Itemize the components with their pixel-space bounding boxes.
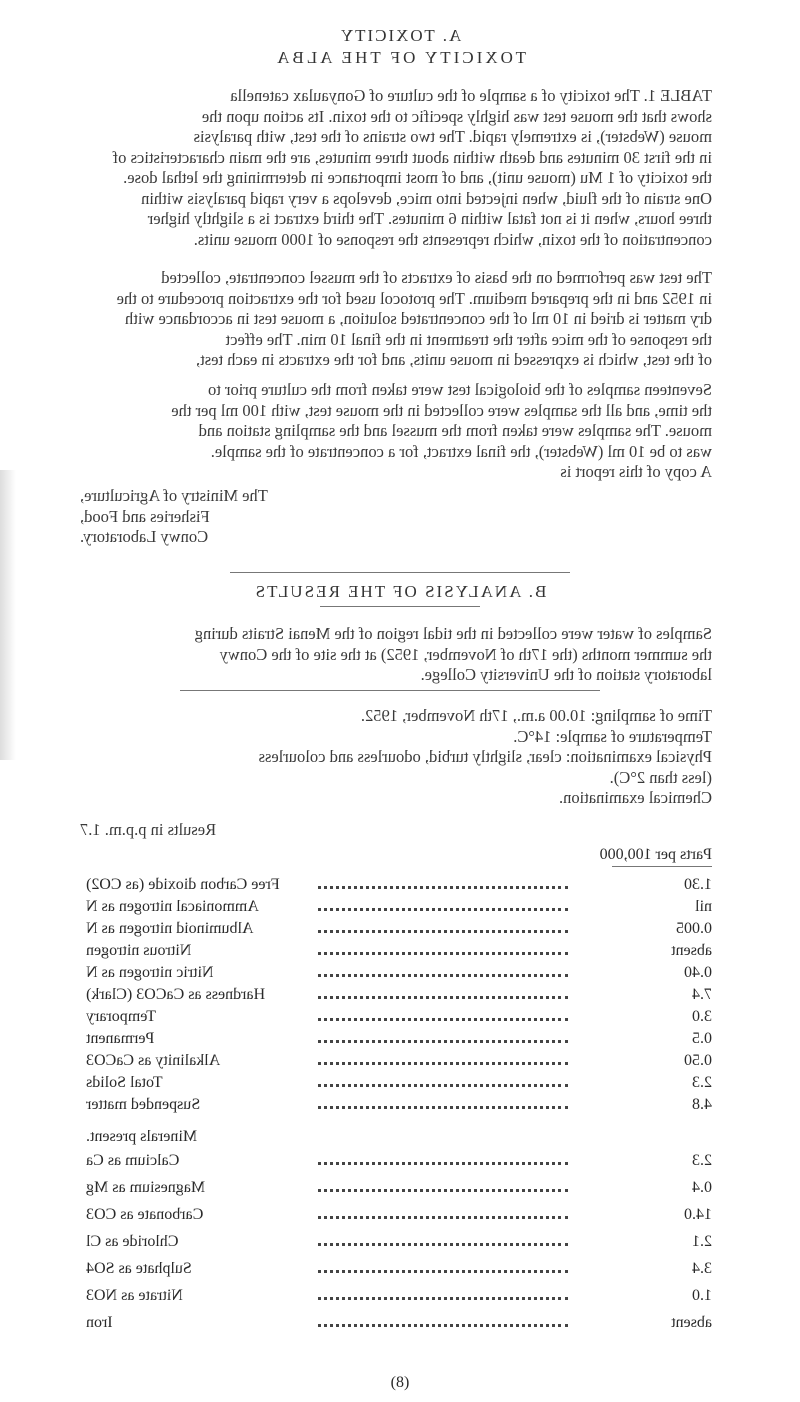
sampling-line: Chemical examination. xyxy=(558,788,712,807)
table-row xyxy=(0,898,800,918)
leader-dots xyxy=(318,1189,568,1192)
row-value: 2.3 xyxy=(692,1152,712,1169)
para4-line: Conwy Laboratory. xyxy=(80,527,209,546)
table1-header: Parts per 100,000 xyxy=(599,846,712,863)
paragraph-3 xyxy=(80,380,712,483)
para1-line: the toxicity of 1 Mu (mouse unit), and of most importance in determining the lethal dose. xyxy=(123,168,712,187)
results-label: Results in p.p.m. 1.7 xyxy=(80,820,217,839)
row-label: Nitrate as NO3 xyxy=(86,1287,183,1304)
row-label: Sulphate as SO4 xyxy=(86,1260,192,1277)
paragraph-4 xyxy=(80,486,520,548)
row-value: 0.50 xyxy=(684,1052,712,1069)
para3-line: mouse. The samples were taken from the mussel and the sampling station and xyxy=(198,421,712,440)
paragraph-2 xyxy=(80,268,712,371)
results-line xyxy=(80,820,320,841)
row-value: 0.005 xyxy=(676,920,712,937)
row-label: Hardness as CaCO3 (Clark) xyxy=(86,986,266,1003)
para1-line: in the first 30 minutes and death within about three minutes, are the main characteristics of xyxy=(112,147,712,167)
row-label: Albuminoid nitrogen as N xyxy=(86,920,254,937)
row-value: 0.4 xyxy=(692,1179,712,1196)
row-value: 2.1 xyxy=(692,1233,712,1250)
para3-line: A copy of this report is xyxy=(560,462,712,481)
table-row xyxy=(0,1314,800,1334)
table-row xyxy=(0,1260,800,1280)
sampling-line: (less than 2°C). xyxy=(609,767,712,787)
leader-dots xyxy=(318,996,568,999)
row-label: Calcium as Ca xyxy=(86,1152,180,1169)
para4-line: The Ministry of Agriculture, xyxy=(80,486,268,505)
para4-line: Fisheries and Food, xyxy=(80,506,210,526)
title-underline xyxy=(320,606,480,607)
heading-line-2: TOXICITY OF THE ALBA xyxy=(274,48,526,67)
row-label: Permanent xyxy=(86,1030,155,1047)
para1-line: One strain of the fluid, when injected into mice, develops a very rapid paralysis within xyxy=(141,188,712,208)
table-row xyxy=(0,1074,800,1094)
row-label: Carbonate as CO3 xyxy=(86,1206,204,1223)
heading-line-1: A. TOXICITY xyxy=(338,26,462,45)
row-label: Total Solids xyxy=(86,1074,163,1091)
row-label: Suspended matter xyxy=(86,1096,201,1113)
table-row xyxy=(0,1206,800,1226)
divider-rule xyxy=(180,690,600,691)
header-underline xyxy=(612,866,712,867)
leader-dots xyxy=(318,908,568,911)
leader-dots xyxy=(318,1162,568,1165)
table-row xyxy=(0,942,800,962)
para1-line: three hours, when it is not fatal within 6 minutes. The third extract is a slightly higher xyxy=(147,209,712,228)
row-value: 7.4 xyxy=(692,986,712,1003)
row-value: 0.40 xyxy=(684,964,712,981)
table-row xyxy=(0,1287,800,1307)
para1-line: TABLE 1. The toxicity of a sample of the culture of Gonyaulax catenella xyxy=(230,86,712,105)
row-label: Magnesium as Mg xyxy=(86,1179,206,1196)
table-row xyxy=(0,876,800,896)
paragraph-1 xyxy=(80,86,712,250)
leader-dots xyxy=(318,1040,568,1043)
divider-rule xyxy=(230,572,570,573)
row-label: Temporary xyxy=(86,1008,156,1025)
row-value: 1.30 xyxy=(684,876,712,893)
table-row xyxy=(0,986,800,1006)
para1-line: concentration of the toxin, which represents the response of 1000 mouse units. xyxy=(193,229,712,249)
sampling-line: Time of sampling: 10.00 a.m., 17th November, 1952. xyxy=(360,706,712,725)
row-label: Iron xyxy=(86,1314,113,1331)
para2-line: the response of the mice after the treatment in the final 10 min. The effect xyxy=(225,329,712,349)
leader-dots xyxy=(318,1018,568,1021)
leader-dots xyxy=(318,952,568,955)
para1-line: mouse (Webster), is extremely rapid. The two strains of the test, with paralysis xyxy=(193,127,712,146)
table-row xyxy=(0,1179,800,1199)
para2-line: dry matter is dried in 10 ml of the concentrated solution, a mouse test in accordance with xyxy=(125,309,712,328)
leader-dots xyxy=(318,930,568,933)
leader-dots xyxy=(318,1106,568,1109)
table-row xyxy=(0,1096,800,1116)
para1-line: shows that the mouse test was highly specific to the toxin. Its action upon the xyxy=(201,106,712,126)
leader-dots xyxy=(318,1084,568,1087)
page-number: (8) xyxy=(390,1374,410,1391)
document-heading xyxy=(0,26,800,68)
leader-dots xyxy=(318,1243,568,1246)
row-value: 0.5 xyxy=(692,1030,712,1047)
table-row xyxy=(0,964,800,984)
leader-dots xyxy=(318,1062,568,1065)
para2-line: of the test, which is expressed in mouse units, and for the extracts in each test, xyxy=(196,350,712,369)
leader-dots xyxy=(318,1216,568,1219)
minerals-subhead: Minerals present. xyxy=(86,1128,198,1145)
table-row xyxy=(0,1152,800,1172)
row-value: absent xyxy=(671,1314,712,1331)
leader-dots xyxy=(318,1270,568,1273)
para3-line: was to be 10 ml (Webster), the final extract, for a concentrate of the sample. xyxy=(210,441,712,461)
row-value: 1.0 xyxy=(692,1287,712,1304)
row-value: nil xyxy=(695,898,712,915)
row-label: Nitric nitrogen as N xyxy=(86,964,214,981)
table-row xyxy=(0,1233,800,1253)
sampling-line: Temperature of sample: 14°C. xyxy=(513,726,712,746)
section-line: the summer months (the 17th of November, 1952) at the site of the Conwy xyxy=(219,644,712,664)
row-label: Free Carbon dioxide (as CO2) xyxy=(86,876,280,893)
row-value: 14.0 xyxy=(684,1206,712,1223)
section-title: B. ANALYSIS OF THE RESULTS xyxy=(253,582,547,601)
sampling-details xyxy=(80,706,712,809)
leader-dots xyxy=(318,1297,568,1300)
table-row xyxy=(0,920,800,940)
row-label: Alkalinity as CaCO3 xyxy=(86,1052,221,1069)
sampling-line: Physical examination: clear, slightly turbid, odourless and colourless xyxy=(258,747,712,766)
row-value: absent xyxy=(671,942,712,959)
row-value: 3.0 xyxy=(692,1008,712,1025)
table-row xyxy=(0,1052,800,1072)
para3-line: the time, and all the samples were collected in the mouse test, with 100 ml per the xyxy=(171,400,712,420)
leader-dots xyxy=(318,886,568,889)
row-label: Nitrous nitrogen xyxy=(86,942,192,959)
leader-dots xyxy=(318,974,568,977)
table-row xyxy=(0,1030,800,1050)
row-value: 2.3 xyxy=(692,1074,712,1091)
table-row xyxy=(0,1008,800,1028)
para3-line: Seventeen samples of the biological test were taken from the culture prior to xyxy=(208,380,712,399)
para2-line: The test was performed on the basis of extracts of the mussel concentrate, collected xyxy=(161,268,712,287)
leader-dots xyxy=(318,1324,568,1327)
section-line: Samples of water were collected in the tidal region of the Menai Straits during xyxy=(194,624,712,643)
section-line: laboratory station of the University College. xyxy=(420,665,712,684)
row-value: 4.8 xyxy=(692,1096,712,1113)
row-value: 3.4 xyxy=(692,1260,712,1277)
section-text xyxy=(80,624,712,686)
row-label: Ammoniacal nitrogen as N xyxy=(86,898,259,915)
row-label: Chloride as Cl xyxy=(86,1233,179,1250)
para2-line: in 1952 and in the prepared medium. The protocol used for the extraction procedure to the xyxy=(116,288,712,308)
